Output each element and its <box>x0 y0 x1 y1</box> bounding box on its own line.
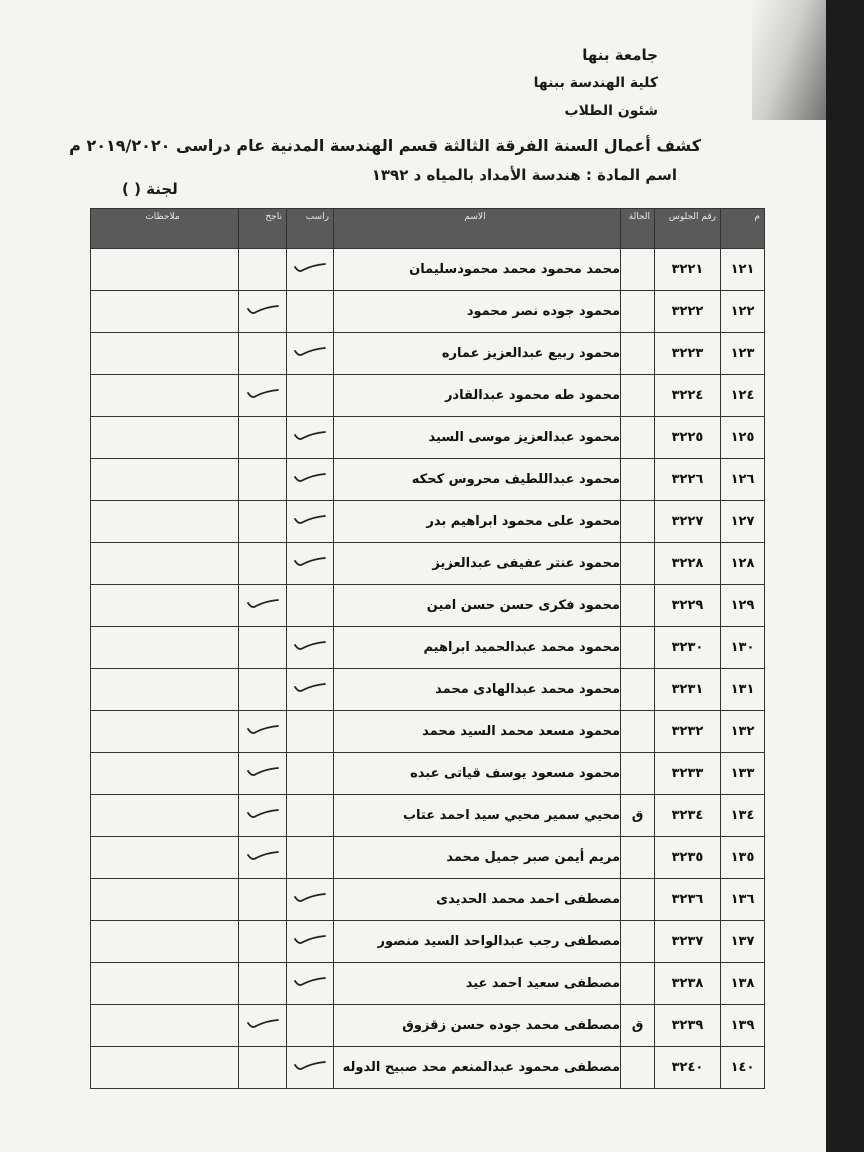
student-name: محمود على محمود ابراهيم بدر <box>334 501 621 543</box>
row-number: ١٣٠ <box>721 627 765 669</box>
row-number: ١٣٧ <box>721 921 765 963</box>
pass-mark-cell <box>239 249 287 291</box>
row-number: ١٢٧ <box>721 501 765 543</box>
student-name: محمود عنتر عفيفى عبدالعزيز <box>334 543 621 585</box>
fail-mark-cell <box>287 921 334 963</box>
seat-number: ٣٢٢٨ <box>655 543 721 585</box>
col-no-header: م <box>721 209 765 249</box>
notes-cell <box>91 753 239 795</box>
fail-mark-cell <box>287 291 334 333</box>
checkmark-icon <box>293 512 327 531</box>
student-name: مصطفى محمود عبدالمنعم محد صبيح الدوله <box>334 1047 621 1089</box>
student-name: محمد محمود محمد محمودسليمان <box>334 249 621 291</box>
pass-mark-cell <box>239 543 287 585</box>
student-name: محمود ربيع عبدالعزيز عماره <box>334 333 621 375</box>
seat-number: ٣٢٢٥ <box>655 417 721 459</box>
notes-cell <box>91 1047 239 1089</box>
seat-number: ٣٢٢٧ <box>655 501 721 543</box>
table-body <box>91 249 765 1089</box>
fail-mark-cell <box>287 1005 334 1047</box>
checkmark-icon <box>246 1016 280 1035</box>
table-row <box>91 879 765 921</box>
status-cell <box>621 459 655 501</box>
page-fold-shadow <box>752 0 828 120</box>
status-cell <box>621 711 655 753</box>
pass-mark-cell <box>239 795 287 837</box>
status-cell <box>621 585 655 627</box>
checkmark-icon <box>246 596 280 615</box>
row-number: ١٢٣ <box>721 333 765 375</box>
status-cell <box>621 837 655 879</box>
row-number: ١٣١ <box>721 669 765 711</box>
department-name: شئون الطلاب <box>564 103 658 119</box>
student-name: مصطفى سعيد احمد عيد <box>334 963 621 1005</box>
notes-cell <box>91 249 239 291</box>
status-cell: ق <box>621 1005 655 1047</box>
committee-label: لجنة ( ) <box>122 180 178 198</box>
pass-mark-cell <box>239 921 287 963</box>
checkmark-icon <box>293 680 327 699</box>
pass-mark-cell <box>239 627 287 669</box>
seat-number: ٣٢٣٧ <box>655 921 721 963</box>
row-number: ١٣٦ <box>721 879 765 921</box>
notes-cell <box>91 291 239 333</box>
notes-cell <box>91 879 239 921</box>
status-cell <box>621 291 655 333</box>
row-number: ١٣٣ <box>721 753 765 795</box>
table-row <box>91 669 765 711</box>
student-name: مصطفى رجب عبدالواحد السيد منصور <box>334 921 621 963</box>
notes-cell <box>91 417 239 459</box>
notes-cell <box>91 585 239 627</box>
table-row <box>91 543 765 585</box>
student-name: محمود محمد عبدالهادى محمد <box>334 669 621 711</box>
status-cell <box>621 543 655 585</box>
seat-number: ٣٢٣٦ <box>655 879 721 921</box>
faculty-name: كلية الهندسة ببنها <box>533 75 658 91</box>
checkmark-icon <box>246 386 280 405</box>
table-row <box>91 249 765 291</box>
table-row <box>91 417 765 459</box>
student-name: محمود مسعود يوسف قياتى عبده <box>334 753 621 795</box>
col-seat-header: رقم الجلوس <box>655 209 721 249</box>
student-name: محمود مسعد محمد السيد محمد <box>334 711 621 753</box>
fail-mark-cell <box>287 669 334 711</box>
seat-number: ٣٢٢٦ <box>655 459 721 501</box>
subject-line: اسم المادة : هندسة الأمداد بالمياه د ١٣٩٢ <box>371 166 677 184</box>
student-name: محمود عبداللطيف محروس كحكه <box>334 459 621 501</box>
pass-mark-cell <box>239 837 287 879</box>
checkmark-icon <box>246 302 280 321</box>
table-row <box>91 963 765 1005</box>
notes-cell <box>91 669 239 711</box>
checkmark-icon <box>246 764 280 783</box>
fail-mark-cell <box>287 501 334 543</box>
pass-mark-cell <box>239 501 287 543</box>
table-row <box>91 753 765 795</box>
notes-cell <box>91 501 239 543</box>
seat-number: ٣٢٣٥ <box>655 837 721 879</box>
fail-mark-cell <box>287 375 334 417</box>
table-header-row <box>91 209 765 249</box>
fail-mark-cell <box>287 1047 334 1089</box>
seat-number: ٣٢٢٢ <box>655 291 721 333</box>
notes-cell <box>91 627 239 669</box>
status-cell <box>621 627 655 669</box>
status-cell <box>621 963 655 1005</box>
table-row <box>91 921 765 963</box>
checkmark-icon <box>293 260 327 279</box>
checkmark-icon <box>293 932 327 951</box>
seat-number: ٣٢٢٤ <box>655 375 721 417</box>
row-number: ١٣٩ <box>721 1005 765 1047</box>
pass-mark-cell <box>239 291 287 333</box>
col-pass-header: ناجح <box>239 209 287 249</box>
seat-number: ٣٢٢١ <box>655 249 721 291</box>
checkmark-icon <box>293 344 327 363</box>
notes-cell <box>91 921 239 963</box>
table-row <box>91 837 765 879</box>
row-number: ١٢٦ <box>721 459 765 501</box>
status-cell <box>621 417 655 459</box>
notes-cell <box>91 543 239 585</box>
pass-mark-cell <box>239 879 287 921</box>
pass-mark-cell <box>239 333 287 375</box>
seat-number: ٣٢٣٣ <box>655 753 721 795</box>
fail-mark-cell <box>287 543 334 585</box>
checkmark-icon <box>293 428 327 447</box>
notes-cell <box>91 333 239 375</box>
checkmark-icon <box>293 974 327 993</box>
table-row <box>91 291 765 333</box>
seat-number: ٣٢٣١ <box>655 669 721 711</box>
student-name: محمود فكرى حسن حسن امين <box>334 585 621 627</box>
sheet-title: كشف أعمال السنة الفرقة الثالثة قسم الهندسة المدنية عام دراسى ٢٠١٩/٢٠٢٠ م <box>69 136 701 155</box>
checkmark-icon <box>293 638 327 657</box>
pass-mark-cell <box>239 669 287 711</box>
fail-mark-cell <box>287 627 334 669</box>
pass-mark-cell <box>239 1047 287 1089</box>
student-name: محيي سمير محيي سيد احمد عتاب <box>334 795 621 837</box>
student-name: محمود عبدالعزيز موسى السيد <box>334 417 621 459</box>
seat-number: ٣٢٢٣ <box>655 333 721 375</box>
col-state-header: الحالة <box>621 209 655 249</box>
table-row <box>91 1005 765 1047</box>
pass-mark-cell <box>239 963 287 1005</box>
status-cell <box>621 501 655 543</box>
row-number: ١٢٨ <box>721 543 765 585</box>
fail-mark-cell <box>287 585 334 627</box>
seat-number: ٣٢٤٠ <box>655 1047 721 1089</box>
pass-mark-cell <box>239 585 287 627</box>
checkmark-icon <box>246 848 280 867</box>
fail-mark-cell <box>287 249 334 291</box>
pass-mark-cell <box>239 375 287 417</box>
fail-mark-cell <box>287 879 334 921</box>
pass-mark-cell <box>239 753 287 795</box>
fail-mark-cell <box>287 795 334 837</box>
row-number: ١٢١ <box>721 249 765 291</box>
fail-mark-cell <box>287 963 334 1005</box>
pass-mark-cell <box>239 417 287 459</box>
checkmark-icon <box>293 890 327 909</box>
table-row <box>91 627 765 669</box>
status-cell <box>621 753 655 795</box>
status-cell <box>621 879 655 921</box>
checkmark-icon <box>293 1058 327 1077</box>
seat-number: ٣٢٢٩ <box>655 585 721 627</box>
fail-mark-cell <box>287 459 334 501</box>
row-number: ١٢٩ <box>721 585 765 627</box>
status-cell: ق <box>621 795 655 837</box>
seat-number: ٣٢٣٩ <box>655 1005 721 1047</box>
table-row <box>91 795 765 837</box>
status-cell <box>621 1047 655 1089</box>
student-name: محمود جوده نصر محمود <box>334 291 621 333</box>
col-fail-header: راسب <box>287 209 334 249</box>
fail-mark-cell <box>287 753 334 795</box>
table-row <box>91 1047 765 1089</box>
row-number: ١٣٥ <box>721 837 765 879</box>
checkmark-icon <box>293 554 327 573</box>
seat-number: ٣٢٣٢ <box>655 711 721 753</box>
table-row <box>91 711 765 753</box>
notes-cell <box>91 711 239 753</box>
row-number: ١٣٨ <box>721 963 765 1005</box>
status-cell <box>621 375 655 417</box>
scan-dark-edge <box>826 0 864 1152</box>
checkmark-icon <box>246 806 280 825</box>
status-cell <box>621 333 655 375</box>
status-cell <box>621 921 655 963</box>
student-name: مصطفى احمد محمد الحديدى <box>334 879 621 921</box>
col-notes-header: ملاحظات <box>91 209 239 249</box>
table-row <box>91 585 765 627</box>
notes-cell <box>91 795 239 837</box>
row-number: ١٢٥ <box>721 417 765 459</box>
status-cell <box>621 669 655 711</box>
seat-number: ٣٢٣٤ <box>655 795 721 837</box>
university-name: جامعة بنها <box>582 46 658 64</box>
pass-mark-cell <box>239 459 287 501</box>
grades-table <box>90 208 765 1089</box>
checkmark-icon <box>293 470 327 489</box>
pass-mark-cell <box>239 711 287 753</box>
fail-mark-cell <box>287 417 334 459</box>
student-name: مصطفى محمد جوده حسن زقزوق <box>334 1005 621 1047</box>
fail-mark-cell <box>287 711 334 753</box>
table-row <box>91 501 765 543</box>
checkmark-icon <box>246 722 280 741</box>
row-number: ١٣٤ <box>721 795 765 837</box>
row-number: ١٢٤ <box>721 375 765 417</box>
table-row <box>91 333 765 375</box>
student-name: محمود محمد عبدالحميد ابراهيم <box>334 627 621 669</box>
notes-cell <box>91 1005 239 1047</box>
pass-mark-cell <box>239 1005 287 1047</box>
col-name-header: الاسم <box>334 209 621 249</box>
fail-mark-cell <box>287 333 334 375</box>
notes-cell <box>91 459 239 501</box>
seat-number: ٣٢٣٨ <box>655 963 721 1005</box>
student-name: محمود طه محمود عبدالقادر <box>334 375 621 417</box>
seat-number: ٣٢٣٠ <box>655 627 721 669</box>
table-row <box>91 459 765 501</box>
student-name: مريم أيمن صبر جميل محمد <box>334 837 621 879</box>
notes-cell <box>91 837 239 879</box>
table-row <box>91 375 765 417</box>
row-number: ١٤٠ <box>721 1047 765 1089</box>
fail-mark-cell <box>287 837 334 879</box>
notes-cell <box>91 375 239 417</box>
row-number: ١٢٢ <box>721 291 765 333</box>
notes-cell <box>91 963 239 1005</box>
row-number: ١٣٢ <box>721 711 765 753</box>
status-cell <box>621 249 655 291</box>
